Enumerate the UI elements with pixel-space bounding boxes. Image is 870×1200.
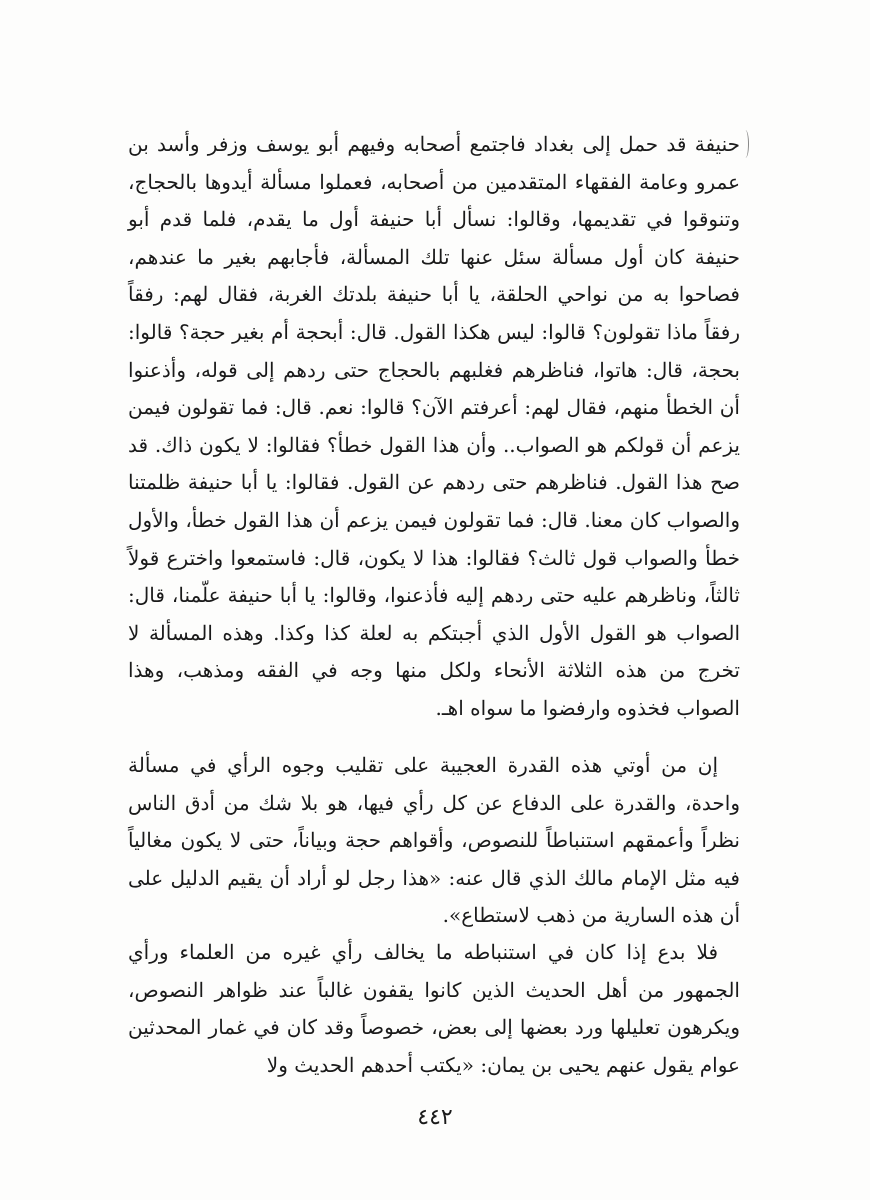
- paragraph-text: فلا بدع إذا كان في استنباطه ما يخالف رأي غيره من العلماء ورأي الجمهور من أهل الحديث الذين كانوا يقفون غالباً عند ظواهر النصوص، ويكرهون تعليلها ورد بعضها إلى بعض، خصوصاً وقد كان في غمار المحدثين عوام يقول عنهم يحيى بن يمان: «يكتب أحدهم الحديث ولا: [128, 940, 740, 1077]
- paragraph-text: حنيفة قد حمل إلى بغداد فاجتمع أصحابه وفيهم أبو يوسف وزفر وأسد بن عمرو وعامة الفقهاء المتقدمين من أصحابه، فعملوا مسألة أيدوها بالحجاج، وتنوقوا في تقديمها، وقالوا: نسأل أبا حنيفة أول ما يقدم، فلما قدم أبو حنيفة كان أول مسألة سئل عنها تلك المسألة، فأجابهم بغير ما عندهم، فصاحوا به من نواحي الحلقة، يا أبا حنيفة بلدتك الغربة، فقال لهم: رفقاً رفقاً ماذا تقولون؟ قالوا: ليس هكذا القول. قال: أبحجة أم بغير حجة؟ قالوا: بحجة، قال: هاتوا، فناظرهم فغلبهم بالحجاج حتى ردهم إلى قوله، وأذعنوا أن الخطأ منهم، فقال لهم: أعرفتم الآن؟ قالوا: نعم. قال: فما تقولون فيمن يزعم أن قولكم هو الصواب.. وأن هذا القول خطأ؟ فقالوا: لا يكون ذاك. قد صح هذا القول. فناظرهم حتى ردهم عن القول. فقالوا: يا أبا حنيفة ظلمتنا والصواب كان معنا. قال: فما تقولون فيمن يزعم أن هذا القول خطأ، والأول خطأ والصواب قول ثالث؟ فقالوا: هذا لا يكون، قال: فاستمعوا واخترع قولاً ثالثاً، وناظرهم عليه حتى ردهم إليه فأذعنوا، وقالوا: يا أبا حنيفة علّمنا، قال: الصواب هو القول الأول الذي أجبتكم به لعلة كذا وكذا. وهذه المسألة لا تخرج من هذه الثلاثة الأنحاء ولكل منها وجه في الفقه ومذهب، وهذا الصواب فخذوه وارفضوا ما سواه اهـ.: [128, 132, 740, 720]
- paragraph-3: [128, 934, 740, 1084]
- page-number: ٤٤٢: [417, 1105, 453, 1130]
- paragraph-1: [128, 126, 740, 728]
- paragraph-2: [128, 747, 740, 935]
- margin-mark: [742, 130, 749, 158]
- paragraph-text: إن من أوتي هذه القدرة العجيبة على تقليب وجوه الرأي في مسألة واحدة، والقدرة على الدفاع عن كل رأي فيها، هو بلا شك من أدق الناس نظراً وأعمقهم استنباطاً للنصوص، وأقواهم حجة وبياناً، حتى لا يكون مغالياً فيه مثل الإمام مالك الذي قال عنه: «هذا رجل لو أراد أن يقيم الدليل على أن هذه السارية من ذهب لاستطاع».: [128, 753, 740, 928]
